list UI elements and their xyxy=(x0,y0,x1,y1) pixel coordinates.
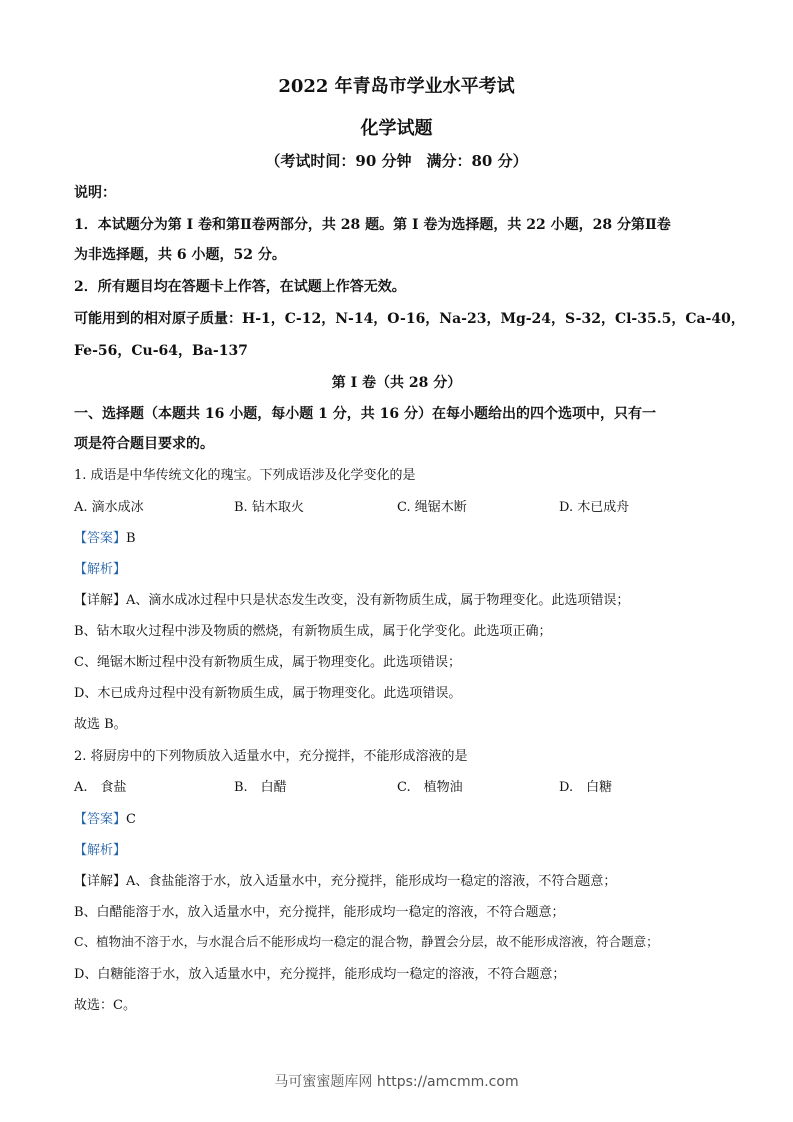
answer-tag: 【答案】 xyxy=(74,812,127,827)
question-2-option-c: C. 植物油 xyxy=(397,780,463,795)
question-2-option-a: A. 食盐 xyxy=(74,780,127,795)
question-2-answer xyxy=(74,808,136,827)
footer-watermark: 马可蜜蜜题库网 https://amcmm.com xyxy=(274,1074,519,1090)
question-1-option-b: B. 钻木取火 xyxy=(234,500,304,515)
detail-tag: 【详解】 xyxy=(74,593,127,608)
question-1-analysis-tag: 【解析】 xyxy=(74,562,127,577)
question-1-detail-line-3: C、绳锯木断过程中没有新物质生成，属于物理变化。此选项错误； xyxy=(74,655,461,670)
subject-title: 化学试题 xyxy=(360,118,433,139)
atomic-mass-line-2: Fe-56，Cu-64，Ba-137 xyxy=(74,343,248,359)
question-2-detail-line-2: B、白醋能溶于水，放入适量水中，充分搅拌，能形成均一稳定的溶液，不符合题意； xyxy=(74,905,565,920)
answer-value: C xyxy=(126,812,136,827)
instruction-item-1-line-1: 1．本试题分为第 I 卷和第Ⅱ卷两部分，共 28 题。第 I 卷为选择题，共 22 小题，28 分第Ⅱ卷 xyxy=(74,217,671,233)
exam-info: （考试时间：90 分钟 满分：80 分） xyxy=(265,152,528,170)
detail-text: A、滴水成冰过程中只是状态发生改变，没有新物质生成，属于物理变化。此选项错误； xyxy=(126,593,630,608)
detail-text: A、食盐能溶于水，放入适量水中，充分搅拌，能形成均一稳定的溶液，不符合题意； xyxy=(126,874,617,889)
question-2-analysis-tag: 【解析】 xyxy=(74,843,127,858)
question-1-option-c: C. 绳锯木断 xyxy=(397,500,467,515)
question-2-detail-line-3: C、植物油不溶于水，与水混合后不能形成均一稳定的混合物，静置会分层，故不能形成溶液，符合题意； xyxy=(74,934,659,949)
question-1-detail-line-4: D、木已成舟过程中没有新物质生成，属于物理变化。此选项错误。 xyxy=(74,686,462,701)
instructions-heading: 说明： xyxy=(74,185,116,201)
answer-value: B xyxy=(126,531,136,546)
question-1-detail-line-2: B、钻木取火过程中涉及物质的燃烧，有新物质生成，属于化学变化。此选项正确； xyxy=(74,624,552,639)
question-2-conclusion: 故选：C。 xyxy=(74,998,136,1013)
question-1-conclusion: 故选 B。 xyxy=(74,717,127,732)
instruction-item-1-line-2: 为非选择题，共 6 小题，52 分。 xyxy=(74,247,286,263)
exam-title: 2022 年青岛市学业水平考试 xyxy=(278,76,515,97)
question-1-option-d: D. 木已成舟 xyxy=(559,500,630,515)
instruction-item-2: 2．所有题目均在答题卡上作答，在试题上作答无效。 xyxy=(74,279,406,295)
question-1-detail-line-1 xyxy=(74,589,629,608)
question-2-option-b: B. 白醋 xyxy=(234,780,287,795)
section-title: 第 I 卷（共 28 分） xyxy=(331,375,462,391)
detail-tag: 【详解】 xyxy=(74,874,127,889)
question-2-stem: 2. 将厨房中的下列物质放入适量水中，充分搅拌，不能形成溶液的是 xyxy=(74,749,468,764)
atomic-mass-line-1: 可能用到的相对原子质量：H-1，C-12，N-14，O-16，Na-23，Mg-24，S-32，Cl-35.5，Ca-40， xyxy=(74,311,745,327)
question-2-detail-line-1 xyxy=(74,870,616,889)
part-heading-line-1: 一、选择题（本题共 16 小题，每小题 1 分，共 16 分）在每小题给出的四个选项中，只有一 xyxy=(74,406,656,422)
answer-tag: 【答案】 xyxy=(74,531,127,546)
question-2-option-d: D. 白糖 xyxy=(559,780,613,795)
part-heading-line-2: 项是符合题目要求的。 xyxy=(74,436,214,452)
question-1-stem: 1. 成语是中华传统文化的瑰宝。下列成语涉及化学变化的是 xyxy=(74,468,416,483)
question-1-option-a: A. 滴水成冰 xyxy=(74,500,144,515)
question-1-answer xyxy=(74,527,136,546)
question-2-detail-line-4: D、白糖能溶于水，放入适量水中，充分搅拌，能形成均一稳定的溶液，不符合题意； xyxy=(74,967,566,982)
